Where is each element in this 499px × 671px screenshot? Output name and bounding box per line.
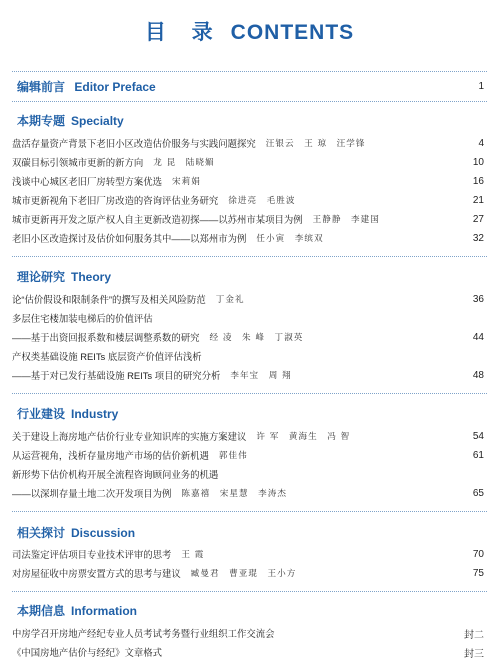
toc-entry[interactable]: 司法鉴定评估项目专业技术评审的思考 王 霞 70 [12, 548, 484, 560]
toc-entry-subtitle[interactable]: ——以深圳存量土地二次开发项目为例 陈嘉禧 宋星慧 李涛杰 65 [12, 487, 484, 499]
toc-entry[interactable]: 对房屋征收中房票安置方式的思考与建议 臧曼君 曹亚琨 王小方 75 [12, 567, 484, 579]
toc-entry[interactable]: 老旧小区改造探讨及估价如何服务其中——以郑州市为例 任小寅 李缤双 32 [12, 232, 484, 244]
title-cn: 目 录 [144, 21, 223, 44]
editor-preface-en: Editor Preface [74, 79, 156, 94]
section-heading-discussion: 相关探讨 Discussion [17, 526, 136, 540]
toc-entry[interactable]: 论“估价假设和限制条件”的撰写及相关风险防范 丁金礼 36 [12, 293, 484, 305]
toc-entry[interactable]: 浅谈中心城区老旧厂房转型方案优选 宋莉娟 16 [12, 175, 484, 187]
divider [12, 511, 487, 512]
toc-entry[interactable]: 盘活存量资产背景下老旧小区改造估价服务与实践问题探究 汪银云 王 琼 汪学锋 4 [12, 137, 484, 149]
page-number: 1 [478, 80, 484, 92]
section-heading-specialty: 本期专题 Specialty [17, 114, 124, 128]
toc-entry[interactable]: 城市更新视角下老旧厂房改造的咨询评估业务研究 徐进亮 毛胜波 21 [12, 194, 484, 206]
toc-entry-subtitle[interactable]: ——基于对已发行基础设施 REITs 项目的研究分析 李年宝 周 翔 48 [12, 369, 484, 381]
title-en: CONTENTS [230, 21, 355, 44]
divider [12, 591, 487, 592]
toc-entry-subtitle[interactable]: ——基于出资回报系数和楼层调整系数的研究 经 凌 朱 峰 丁淑英 44 [12, 331, 484, 343]
toc-entry[interactable]: 从运营视角，浅析存量房地产市场的估价新机遇 郭佳伟 61 [12, 449, 484, 461]
toc-entry[interactable]: 城市更新再开发之原产权人自主更新改造初探——以苏州市某项目为例 王静静 李建国 27 [12, 213, 484, 225]
toc-entry-title[interactable]: 产权类基础设施 REITs 底层资产价值评估浅析 [12, 351, 202, 362]
editor-preface-row[interactable] [12, 76, 484, 96]
editor-preface-cn: 编辑前言 [17, 79, 66, 94]
divider [12, 393, 487, 394]
toc-entry-title[interactable]: 多层住宅楼加装电梯后的价值评估 [12, 313, 153, 324]
page-title [0, 16, 499, 46]
toc-entry[interactable]: 中房学召开房地产经纪专业人员考试考务暨行业组织工作交流会 封二 [12, 628, 484, 641]
toc-entry[interactable]: 关于建设上海房地产估价行业专业知识库的实施方案建议 许 军 黄海生 冯 智 54 [12, 430, 484, 442]
toc-entry[interactable]: 《中国房地产估价与经纪》文章格式 封三 [12, 647, 484, 660]
divider [12, 71, 487, 72]
toc-entry-title[interactable]: 新形势下估价机构开展全流程咨询顾问业务的机遇 [12, 469, 219, 480]
section-heading-industry: 行业建设 Industry [17, 407, 119, 421]
section-heading-theory: 理论研究 Theory [17, 270, 112, 284]
divider [12, 256, 487, 257]
section-heading-information: 本期信息 Information [17, 604, 138, 618]
toc-entry[interactable]: 双碳目标引领城市更新的新方向 龙 昆 陆晓媚 10 [12, 156, 484, 168]
divider [12, 101, 487, 102]
